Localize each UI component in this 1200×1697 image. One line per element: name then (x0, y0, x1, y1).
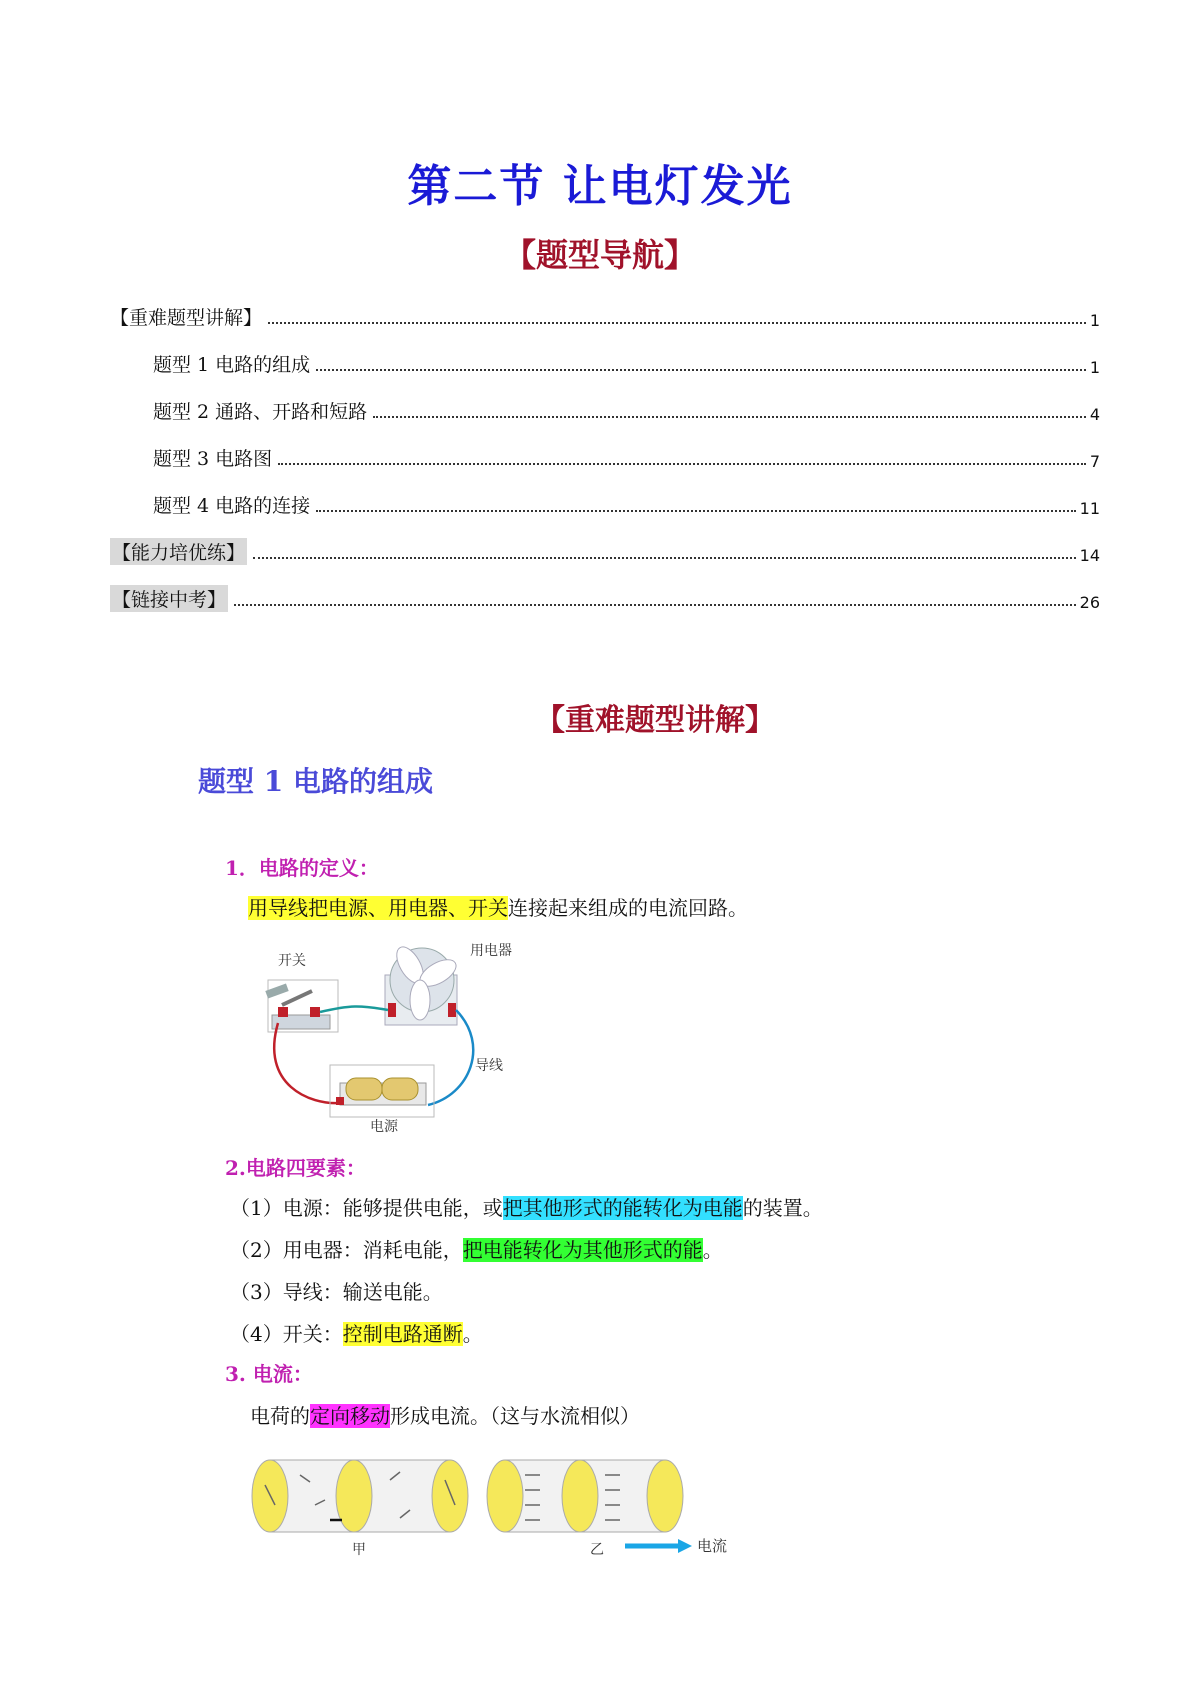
toc-page: 1 (1089, 311, 1100, 330)
element-item-1 (230, 1192, 823, 1221)
type-title: 题型 1 电路的组成 (198, 765, 433, 798)
toc-leader (268, 322, 1086, 324)
toc-leader (278, 463, 1086, 465)
toc-leader (316, 510, 1075, 512)
item-highlight: 控制电路通断 (342, 1322, 463, 1346)
current-label: 电流 (697, 1537, 728, 1555)
definition-rest: 连接起来组成的电流回路。 (508, 896, 748, 920)
toc-row[interactable] (110, 584, 1100, 612)
toc-row[interactable] (110, 490, 1100, 518)
toc-leader (316, 369, 1086, 371)
item-text: 。 (462, 1322, 483, 1346)
cross-section (647, 1460, 683, 1532)
element-item-3: （3）导线：输送电能。 (230, 1280, 443, 1304)
switch-terminal-left (278, 1007, 288, 1017)
current-heading: 3. 电流： (225, 1362, 313, 1386)
cross-section (487, 1460, 523, 1532)
wire-teal (320, 1006, 388, 1012)
item-text: （1）电源：能够提供电能，或 (230, 1196, 503, 1220)
toc-page: 4 (1089, 405, 1100, 424)
section-title: 【重难题型讲解】 (535, 703, 775, 738)
toc-row[interactable] (110, 349, 1100, 377)
toc-label: 题型 4 电路的连接 (153, 495, 311, 517)
four-elements-heading: 2.电路四要素： (225, 1156, 366, 1180)
toc-page: 14 (1079, 546, 1100, 565)
item-text: 的装置。 (742, 1196, 823, 1220)
element-item-2 (230, 1234, 723, 1263)
toc-page: 1 (1089, 358, 1100, 377)
switch-terminal-right (310, 1007, 320, 1017)
toc-leader (373, 416, 1086, 418)
label-yi: 乙 (590, 1542, 604, 1558)
definition-highlight: 用导线把电源、用电器、开关 (248, 896, 508, 920)
toc-page: 26 (1079, 593, 1100, 612)
appliance-terminal-right (448, 1003, 456, 1017)
wire-label: 导线 (475, 1058, 503, 1074)
switch-base (272, 1015, 330, 1029)
cross-section (432, 1460, 468, 1532)
toc-label: 【能力培优练】 (110, 538, 247, 565)
switch-label: 开关 (278, 953, 306, 969)
toc-row[interactable] (110, 537, 1100, 565)
arrow-head-icon (678, 1539, 692, 1553)
item-highlight: 把电能转化为其他形式的能 (462, 1238, 703, 1262)
battery-cell (346, 1078, 382, 1100)
toc-label: 题型 3 电路图 (153, 448, 273, 470)
element-item-4 (230, 1318, 483, 1347)
definition-heading: 1．电路的定义： (225, 856, 379, 880)
switch-lever (282, 991, 312, 1005)
item-text: 。 (702, 1238, 723, 1262)
table-of-contents (110, 302, 1100, 612)
battery-cell (382, 1078, 418, 1100)
current-text (250, 1400, 640, 1429)
toc-row[interactable] (110, 302, 1100, 330)
toc-leader (253, 557, 1076, 559)
source-label: 电源 (370, 1119, 398, 1135)
appliance-terminal-left (388, 1003, 396, 1017)
toc-page: 11 (1079, 499, 1100, 518)
toc-page: 7 (1089, 452, 1100, 471)
nav-title: 【题型导航】 (503, 236, 696, 274)
toc-row[interactable] (110, 443, 1100, 471)
item-highlight: 把其他形式的能转化为电能 (502, 1196, 743, 1220)
fan-blade (410, 980, 430, 1020)
item-text: （4）开关： (230, 1322, 343, 1346)
page-title: 第二节 让电灯发光 (407, 161, 793, 212)
charge-flow-figure (250, 1450, 750, 1560)
battery-terminal (336, 1097, 344, 1105)
toc-label: 题型 2 通路、开路和短路 (153, 401, 368, 423)
toc-label: 【链接中考】 (110, 585, 228, 612)
current-text-a: 电荷的 (250, 1404, 310, 1428)
appliance-label: 用电器 (470, 943, 512, 959)
current-highlight: 定向移动 (310, 1404, 390, 1428)
label-jia: 甲 (352, 1542, 366, 1558)
item-text: （2）用电器：消耗电能， (230, 1238, 463, 1262)
definition-text (248, 892, 748, 921)
current-text-b: 形成电流。（这与水流相似） (390, 1404, 640, 1428)
switch-handle (265, 983, 288, 998)
circuit-figure (260, 935, 560, 1135)
toc-row[interactable] (110, 396, 1100, 424)
toc-leader (234, 604, 1076, 606)
cross-section (562, 1460, 598, 1532)
toc-label: 题型 1 电路的组成 (153, 354, 311, 376)
toc-label: 【重难题型讲解】 (110, 307, 263, 329)
